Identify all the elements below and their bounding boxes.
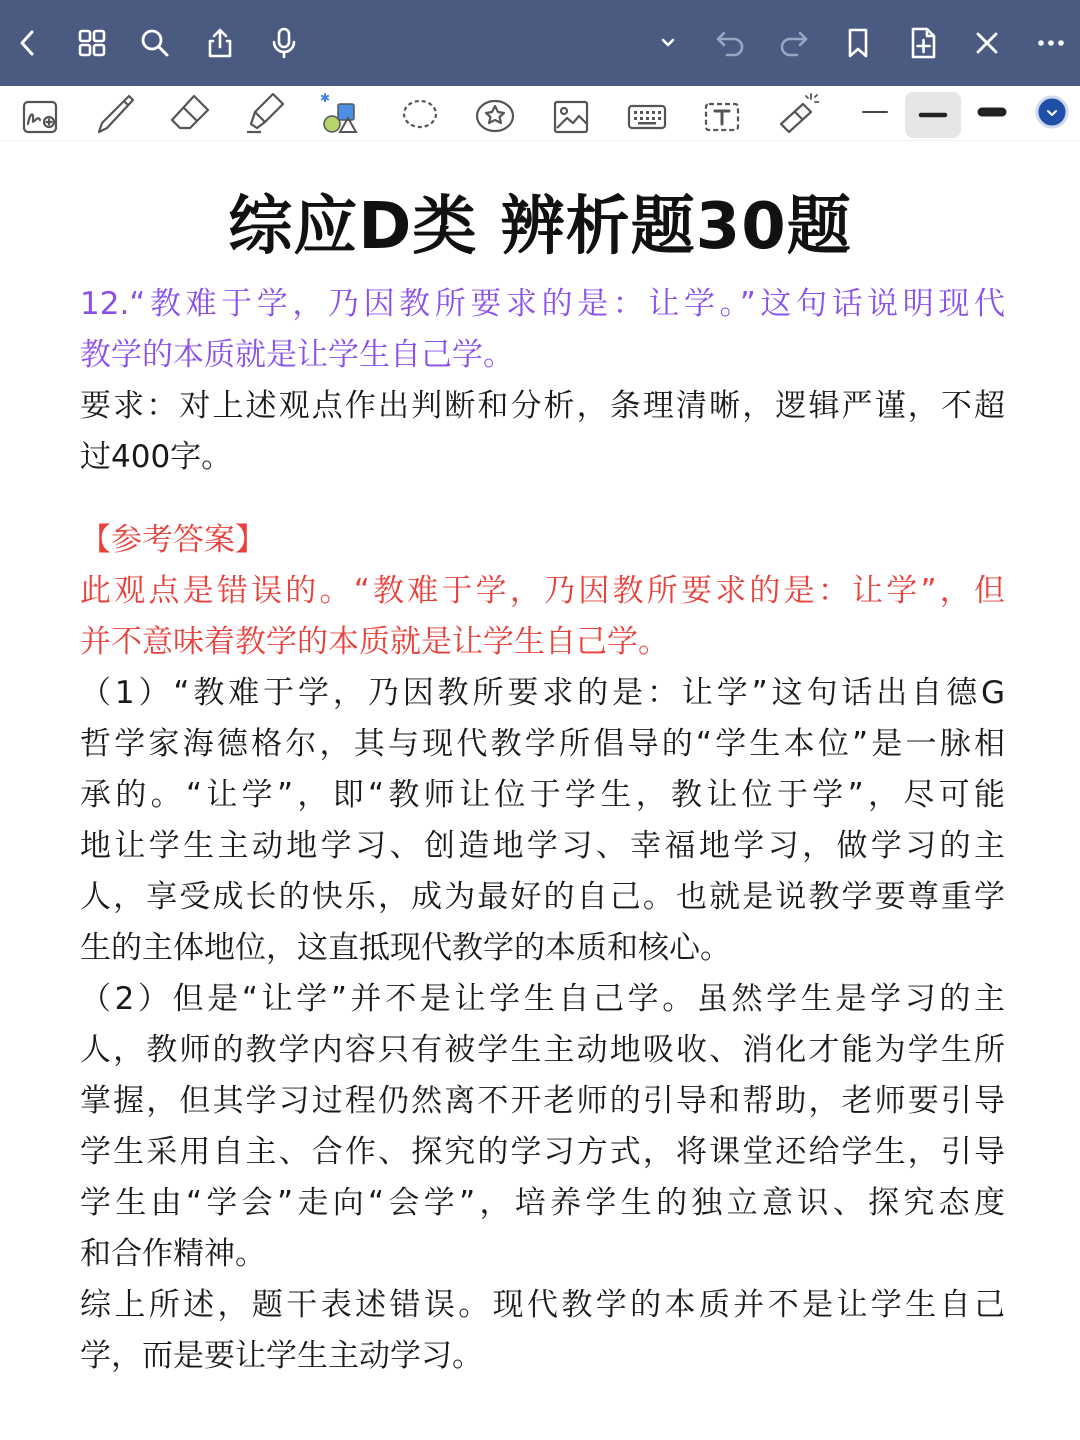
requirement-text-line: 过400字。 (80, 439, 233, 475)
grid-icon[interactable] (70, 21, 114, 65)
point1-text-line: 哲学家海德格尔，其与现代教学所倡导的“学生本位”是一脉相 (80, 726, 1005, 762)
redo-icon[interactable] (772, 21, 816, 65)
back-chevron-icon[interactable] (6, 21, 50, 65)
answer-claim-line: 此观点是错误的。“教难于学，乃因教所要求的是：让学”，但 (80, 573, 1005, 609)
shapes-tool-icon[interactable] (315, 90, 365, 140)
color-picker-icon[interactable] (1027, 90, 1077, 140)
thin-stroke-icon[interactable] (850, 90, 900, 140)
pen-tool-icon[interactable] (90, 90, 140, 140)
lasso-tool-icon[interactable] (395, 90, 445, 140)
undo-icon[interactable] (708, 21, 752, 65)
point1-text-line: 生的主体地位，这直抵现代教学的本质和核心。 (80, 930, 731, 966)
thick-stroke-icon[interactable] (967, 90, 1017, 140)
note-page (0, 141, 1080, 1440)
page-title: 综应D类 辨析题30题 (228, 190, 852, 264)
point2-text-line: 人，教师的教学内容只有被学生主动地吸收、消化才能为学生所 (80, 1032, 1005, 1068)
laser-pointer-icon[interactable] (772, 90, 822, 140)
question-text-line: 教学的本质就是让学生自己学。 (80, 337, 514, 373)
point2-text-line: 和合作精神。 (80, 1236, 266, 1272)
conclusion-text-line: 学，而是要让学生主动学习。 (80, 1338, 483, 1374)
more-icon[interactable] (1029, 21, 1073, 65)
top-nav-bar (0, 0, 1080, 86)
point1-text-line: 人，享受成长的快乐，成为最好的自己。也就是说教学要尊重学 (80, 879, 1005, 915)
point1-text-line: （1）“教难于学，乃因教所要求的是：让学”这句话出自德G (80, 675, 1005, 711)
highlighter-tool-icon[interactable] (240, 90, 290, 140)
share-icon[interactable] (198, 21, 242, 65)
point1-text-line: 承的。“让学”，即“教师让位于学生，教让位于学”，尽可能 (80, 777, 1005, 813)
question-text-line: 12.“教难于学，乃因教所要求的是：让学。”这句话说明现代 (80, 286, 1005, 322)
image-tool-icon[interactable] (546, 90, 596, 140)
medium-stroke-icon[interactable] (905, 92, 961, 138)
point2-text-line: 学生由“学会”走向“会学”，培养学生的独立意识、探究态度 (80, 1185, 1005, 1221)
dropdown-chevron-icon[interactable] (646, 21, 690, 65)
tools-toolbar (0, 86, 1080, 141)
point2-text-line: （2）但是“让学”并不是让学生自己学。虽然学生是学习的主 (80, 981, 1005, 1017)
add-page-icon[interactable] (901, 21, 945, 65)
sticker-tool-icon[interactable] (470, 90, 520, 140)
eraser-tool-icon[interactable] (165, 90, 215, 140)
svg-text:✱: ✱ (320, 91, 331, 105)
point2-text-line: 学生采用自主、合作、探究的学习方式，将课堂还给学生，引导 (80, 1134, 1005, 1170)
handwriting-tool-icon[interactable] (15, 90, 65, 140)
text-box-tool-icon[interactable] (697, 90, 747, 140)
microphone-icon[interactable] (262, 21, 306, 65)
point1-text-line: 地让学生主动地学习、创造地学习、幸福地学习，做学习的主 (80, 828, 1005, 864)
conclusion-text-line: 综上所述，题干表述错误。现代教学的本质并不是让学生自己 (80, 1287, 1005, 1323)
search-icon[interactable] (133, 21, 177, 65)
close-icon[interactable] (965, 21, 1009, 65)
answer-claim-line: 并不意味着教学的本质就是让学生自己学。 (80, 624, 669, 660)
point2-text-line: 掌握，但其学习过程仍然离不开老师的引导和帮助，老师要引导 (80, 1083, 1005, 1119)
bookmark-icon[interactable] (836, 21, 880, 65)
answer-heading: 【参考答案】 (80, 522, 266, 558)
keyboard-tool-icon[interactable] (622, 90, 672, 140)
requirement-text-line: 要求：对上述观点作出判断和分析，条理清晰，逻辑严谨，不超 (80, 388, 1005, 424)
